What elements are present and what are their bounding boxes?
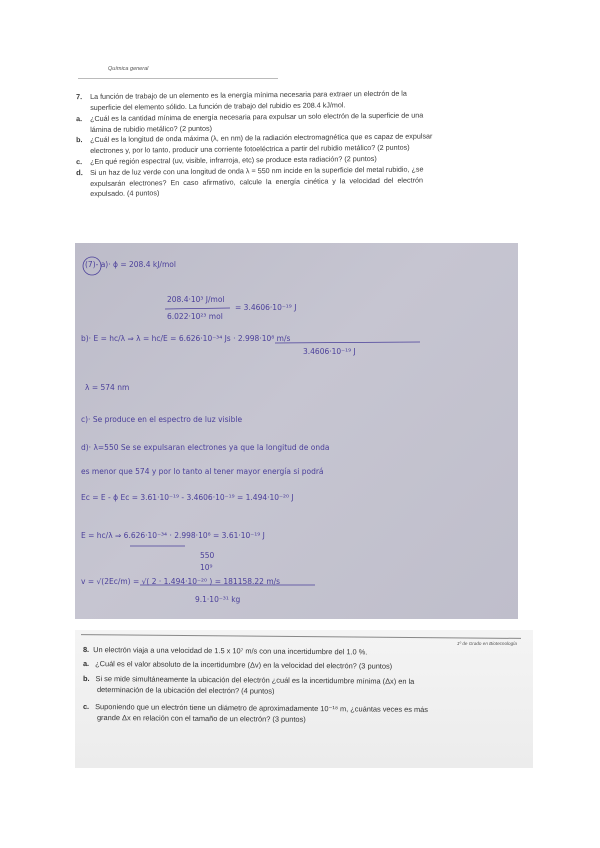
q7b-line1: ¿Cuál es la longitud de onda máxima (λ, en nm) de la radiación electromagnética que es capaz de expulsar bbox=[90, 131, 433, 144]
handwritten-answer-photo bbox=[75, 243, 518, 619]
q7a-label: a. bbox=[76, 114, 83, 124]
q7b-line2: electrones y, por lo tanto, producir una corriente fotoeléctrica a partir del rubidio metálico? (2 puntos) bbox=[90, 142, 410, 155]
fraction-bar-1 bbox=[165, 308, 230, 309]
hw-line-11: Ec = E - ϕ Ec = 3.61·10⁻¹⁹ - 3.4606·10⁻¹⁹ = 1.494·10⁻²⁰ J bbox=[81, 493, 294, 502]
q8c-label: c. bbox=[82, 702, 90, 712]
q7d-line2: expulsarán electrones? En caso afirmativo, calcule la energía cinética y la velocidad del electrón bbox=[90, 175, 424, 188]
q8-intro: Un electrón viaja a una velocidad de 1.5 x 10⁷ m/s con una incertidumbre del 1.0 %. bbox=[93, 645, 368, 657]
hw-line-1: (7)- a)· ϕ = 208.4 kJ/mol bbox=[85, 260, 176, 269]
hw-line-3: 6.022·10²³ mol bbox=[167, 312, 223, 321]
hw-line-10: es menor que 574 y por lo tanto al tener mayor energía si podrá bbox=[81, 467, 324, 476]
course-header: Química general bbox=[108, 66, 149, 72]
course-subheader: 1º de Grado en Biotecnología bbox=[456, 641, 517, 646]
hw-line-4: = 3.4606·10⁻¹⁹ J bbox=[235, 303, 297, 312]
header-divider bbox=[78, 78, 278, 79]
hw-line-6: 3.4606·10⁻¹⁹ J bbox=[303, 347, 356, 356]
q8c-line2: grande Δx en relación con el tamaño de un electrón? (3 puntos) bbox=[96, 713, 306, 724]
q7a-line1: ¿Cuál es la cantidad mínima de energía necesaria para expulsar un solo electrón de la superficie de una bbox=[90, 110, 424, 123]
hw-line-2: 208.4·10³ J/mol bbox=[167, 295, 225, 304]
hw-line-15: v = √(2Ec/m) = √( 2 · 1.494·10⁻²⁰ ) = 181158.22 m/s bbox=[81, 577, 281, 586]
hw-line-5: b)· E = hc/λ ⇒ λ = hc/E = 6.626·10⁻³⁴ Js · 2.998·10⁸ m/s bbox=[81, 334, 291, 343]
q7b-label: b. bbox=[76, 135, 83, 145]
hw-line-9: d)· λ=550 Se se expulsaran electrones ya que la longitud de onda bbox=[81, 443, 330, 452]
q7c-label: c. bbox=[76, 157, 83, 167]
hw-line-7: λ = 574 nm bbox=[85, 383, 130, 392]
q8a-label: a. bbox=[82, 659, 90, 669]
q8b-line2: determinación de la ubicación del electrón? (4 puntos) bbox=[96, 685, 275, 696]
hw-line-14: 10⁹ bbox=[200, 563, 213, 572]
fraction-bar-2 bbox=[275, 342, 420, 343]
question-8-divider bbox=[81, 634, 521, 639]
question-7-intro bbox=[76, 88, 490, 113]
q7d-label: d. bbox=[76, 168, 83, 178]
question-8-photo bbox=[75, 630, 533, 768]
q7d-line1: Si un haz de luz verde con una longitud de onda λ = 550 nm incide en la superficie del metal rubidio, ¿se bbox=[90, 164, 424, 177]
q8b-line1: Si se mide simultáneamente la ubicación del electrón ¿cuál es la incertidumbre mínima (Δx) en la bbox=[95, 674, 415, 686]
hw-line-8: c)· Se produce en el espectro de luz visible bbox=[81, 415, 243, 424]
q8-intro-row bbox=[83, 645, 541, 659]
q8a-line1: ¿Cuál es el valor absoluto de la incertidumbre (Δv) en la velocidad del electrón? (3 puntos) bbox=[95, 659, 393, 671]
q8a-row bbox=[83, 659, 541, 673]
q7-intro-line2: superficie del elemento sólido. La función de trabajo del rubidio es 208.4 kJ/mol. bbox=[90, 99, 346, 112]
q8b-label: b. bbox=[82, 674, 90, 684]
q7d-line3: expulsado. (4 puntos) bbox=[90, 188, 160, 198]
question-7b bbox=[76, 131, 510, 156]
q7-intro-line1: La función de trabajo de un elemento es la energía mínima necesaria para extraer un electrón de la bbox=[90, 88, 407, 101]
hw-line-13: 550 bbox=[200, 551, 215, 560]
hw-line-16: 9.1·10⁻³¹ kg bbox=[195, 595, 241, 604]
q8c-line1: Suponiendo que un electrón tiene un diámetro de aproximadamente 10⁻¹⁸ m, ¿cuántas veces es más bbox=[95, 702, 428, 715]
q8-number: 8. bbox=[82, 645, 90, 655]
handwriting-strokes bbox=[75, 243, 518, 619]
question-7d bbox=[76, 164, 510, 200]
hw-line-12: E = hc/λ ⇒ 6.626·10⁻³⁴ · 2.998·10⁸ = 3.61·10⁻¹⁹ J bbox=[81, 531, 265, 540]
q7a-line2: lámina de rubidio metálico? (2 puntos) bbox=[90, 123, 213, 134]
question-7-number: 7. bbox=[76, 92, 83, 102]
q7c-line1: ¿En qué región espectral (uv, visible, infrarroja, etc) se produce esta radiación? (2 puntos) bbox=[90, 153, 377, 166]
